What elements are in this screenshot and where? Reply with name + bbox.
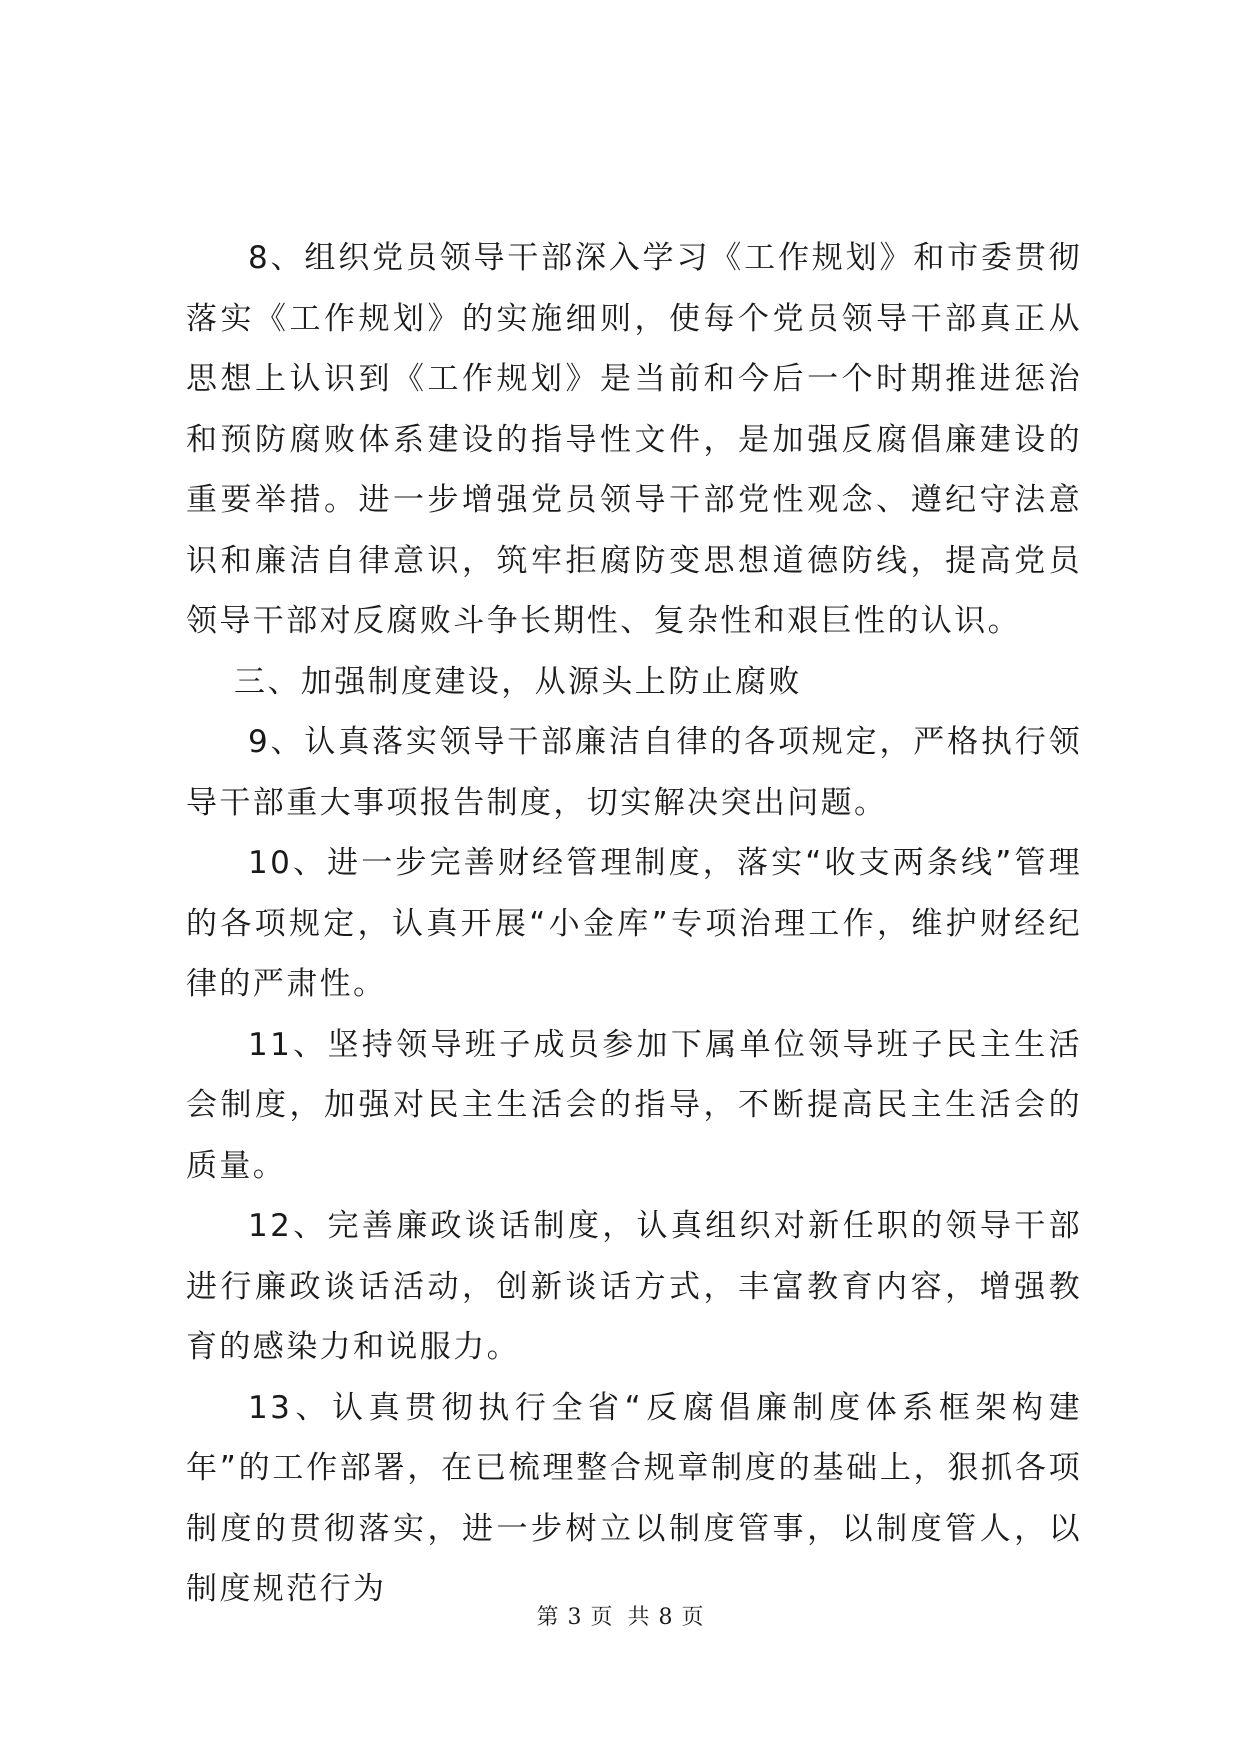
paragraph-item-12: 12、完善廉政谈话制度，认真组织对新任职的领导干部进行廉政谈话活动，创新谈话方式，丰富教育内容，增强教育的感染力和说服力。 (186, 1208, 1082, 1365)
page-footer (0, 1600, 1241, 1631)
document-body (186, 228, 1082, 1620)
paragraph-item-8: 8、组织党员领导干部深入学习《工作规划》和市委贯彻落实《工作规划》的实施细则，使每个党员领导干部真正从思想上认识到《工作规划》是当前和今后一个时期推进惩治和预防腐败体系建设的指导性文件，是加强反腐倡廉建设的重要举措。进一步增强党员领导干部党性观念、遵纪守法意识和廉洁自律意识，筑牢拒腐防变思想道德防线，提高党员领导干部对反腐败斗争长期性、复杂性和艰巨性的认识。 (186, 240, 1082, 639)
total-pages-label: 共 8 页 (627, 1605, 705, 1630)
paragraph-item-13: 13、认真贯彻执行全省“反腐倡廉制度体系框架构建年”的工作部署，在已梳理整合规章制度的基础上，狠抓各项制度的贯彻落实，进一步树立以制度管事，以制度管人，以制度规范行为 (186, 1389, 1082, 1607)
paragraph-item-10: 10、进一步完善财经管理制度，落实“收支两条线”管理的各项规定，认真开展“小金库”专项治理工作，维护财经纪律的严肃性。 (186, 845, 1082, 1002)
paragraph-item-9: 9、认真落实领导干部廉洁自律的各项规定，严格执行领导干部重大事项报告制度，切实解决突出问题。 (186, 724, 1082, 821)
section-heading-3: 三、加强制度建设，从源头上防止腐败 (234, 663, 802, 700)
page-number-label: 第 3 页 (536, 1605, 614, 1630)
paragraph-item-11: 11、坚持领导班子成员参加下属单位领导班子民主生活会制度，加强对民主生活会的指导，不断提高民主生活会的质量。 (186, 1026, 1082, 1184)
